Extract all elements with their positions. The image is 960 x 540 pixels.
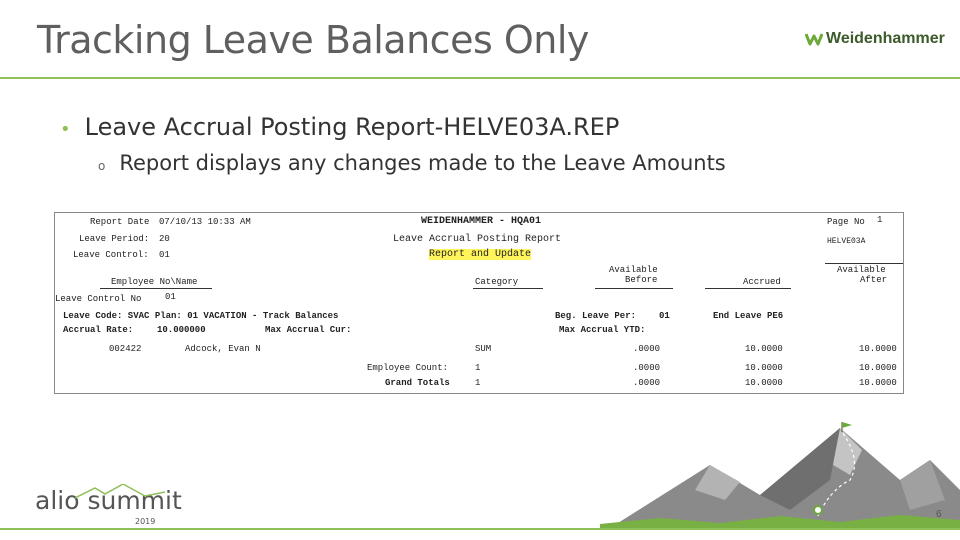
col-header-accrued: Accrued [743, 277, 781, 287]
page-number: 6 [936, 509, 942, 520]
bullet-circle-icon: o [98, 159, 106, 173]
report-date-value: 07/10/13 10:33 AM [159, 217, 251, 227]
leave-control-no-value: 01 [165, 292, 176, 302]
row-after: 10.0000 [859, 344, 897, 354]
grand-totals-count: 1 [475, 378, 481, 388]
col-underline-employee [100, 288, 212, 289]
weidenhammer-leaf-icon [805, 31, 823, 47]
grand-totals-before: .0000 [633, 378, 661, 388]
col-header-category: Category [475, 277, 519, 287]
col-header-before-2: Before [625, 275, 658, 285]
leave-period-label: Leave Period: [79, 234, 150, 244]
employee-count-before: .0000 [633, 363, 661, 373]
bullet-2-text: Report displays any changes made to the Leave Amounts [119, 151, 726, 175]
employee-count-accrued: 10.0000 [745, 363, 783, 373]
report-date-label: Report Date [90, 217, 150, 227]
top-divider [0, 77, 960, 79]
col-underline-category [473, 288, 543, 289]
beg-leave-per-value: 01 [659, 311, 670, 321]
alio-year: 2019 [135, 517, 156, 526]
beg-leave-per-label: Beg. Leave Per: [555, 311, 637, 321]
weidenhammer-logo-text: Weidenhammer [826, 30, 945, 47]
report-subtitle: Report and Update [429, 249, 532, 260]
report-company: WEIDENHAMMER - HQA01 [421, 216, 542, 227]
alio-summit-logo [35, 486, 182, 526]
col-underline-before [595, 288, 673, 289]
alio-mountain-icon [75, 484, 165, 500]
employee-count-label: Employee Count: [367, 363, 449, 373]
max-accrual-ytd-label: Max Accrual YTD: [559, 325, 646, 335]
row-category: SUM [475, 344, 492, 354]
alio-summit-text: alio summit [35, 486, 182, 515]
grand-totals-accrued: 10.0000 [745, 378, 783, 388]
report-code: HELVE03A [827, 237, 866, 246]
page-no-label: Page No [827, 217, 865, 227]
col-underline-after [825, 263, 903, 264]
row-accrued: 10.0000 [745, 344, 783, 354]
col-underline-accrued [705, 288, 791, 289]
leave-control-no-label: Leave Control No [55, 294, 142, 304]
col-header-employee: Employee No\Name [111, 277, 198, 287]
location-pin-icon [814, 506, 822, 514]
row-employee-name: Adcock, Evan N [185, 344, 261, 354]
leave-period-value: 20 [159, 234, 170, 244]
bullet-1-text: Leave Accrual Posting Report-HELVE03A.REP [84, 113, 620, 141]
flag-icon [842, 422, 852, 428]
leave-control-label: Leave Control: [73, 250, 149, 260]
report-title: Leave Accrual Posting Report [393, 234, 562, 245]
end-leave-label: End Leave PE6 [713, 311, 784, 321]
col-header-after-2: After [860, 275, 888, 285]
weidenhammer-logo [805, 30, 945, 48]
bullet-dot-icon: • [60, 119, 71, 140]
bottom-divider [0, 528, 960, 530]
report-screenshot [54, 212, 904, 394]
max-accrual-cur-label: Max Accrual Cur: [265, 325, 352, 335]
col-header-before-1: Available [609, 265, 658, 275]
bullet-level-1 [60, 113, 619, 141]
leave-control-value: 01 [159, 250, 170, 260]
col-header-after-1: Available [837, 265, 886, 275]
mountain-illustration [600, 420, 960, 530]
row-employee-no: 002422 [109, 344, 142, 354]
accrual-rate-value: 10.000000 [157, 325, 206, 335]
bullet-level-2 [98, 151, 726, 175]
row-before: .0000 [633, 344, 661, 354]
grand-totals-label: Grand Totals [385, 378, 450, 388]
page-no-value: 1 [877, 215, 883, 225]
employee-count-value: 1 [475, 363, 481, 373]
employee-count-after: 10.0000 [859, 363, 897, 373]
grand-totals-after: 10.0000 [859, 378, 897, 388]
slide-title: Tracking Leave Balances Only [37, 18, 589, 62]
leave-code-line: Leave Code: SVAC Plan: 01 VACATION - Track Balances [63, 311, 339, 321]
accrual-rate-label: Accrual Rate: [63, 325, 134, 335]
